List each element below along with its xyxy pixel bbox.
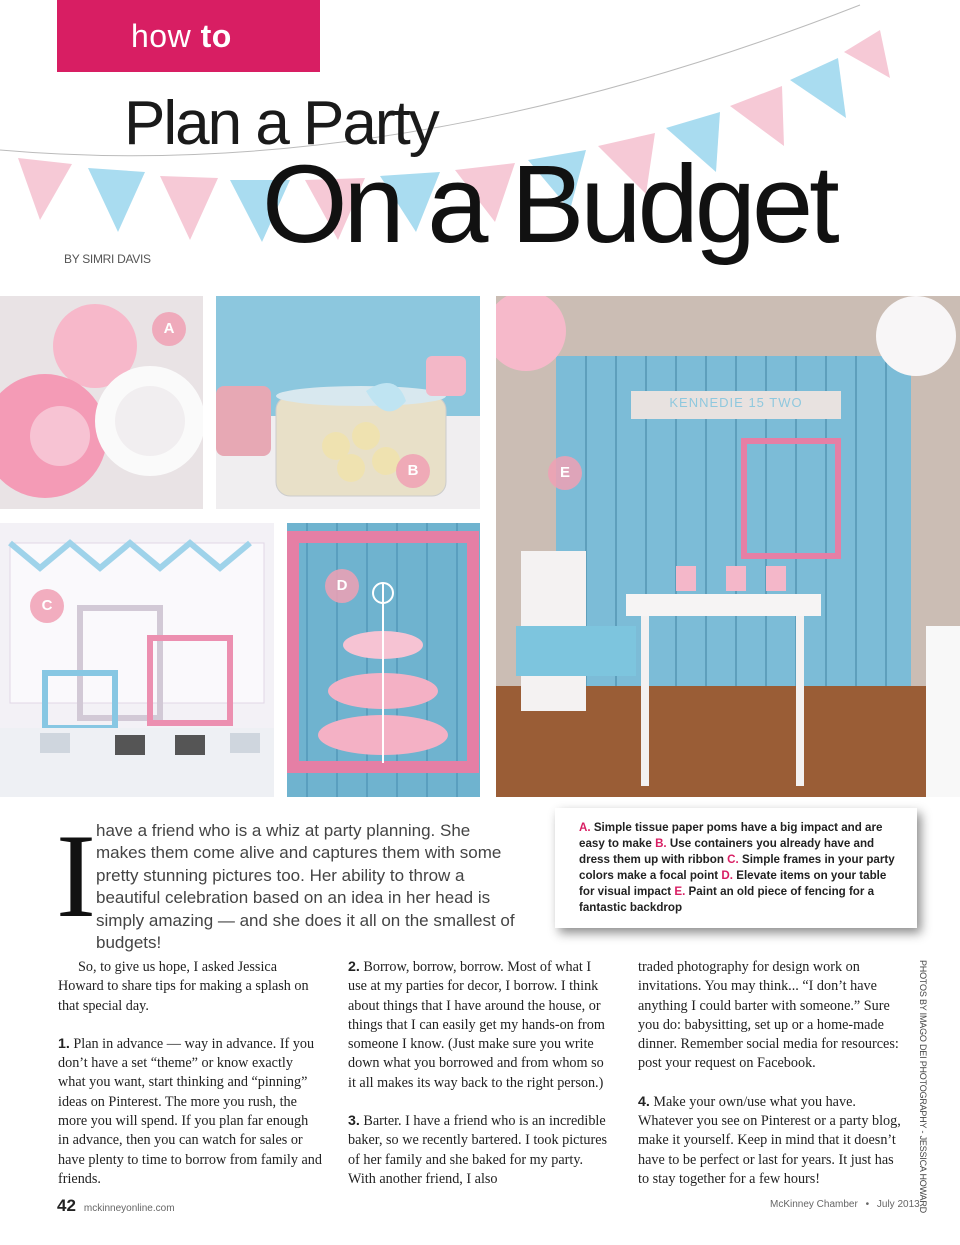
column-1 (58, 958, 322, 1208)
caption-letter-a: A. (579, 821, 591, 834)
footer-right (770, 1199, 920, 1210)
page-number: 42 (57, 1196, 76, 1215)
caption-d: Elevate items on your table for visual impact (579, 869, 887, 898)
drop-cap: I (56, 809, 96, 942)
column-2 (348, 958, 612, 1208)
footer-site: mckinneyonline.com (83, 1203, 175, 1214)
photo-c-badge: C (30, 589, 64, 623)
photo-credit (906, 960, 936, 1213)
photo-a-tissue-poms (0, 296, 203, 509)
fence-sign-text: KENNEDIE 15 TWO (669, 395, 803, 410)
footer-left (57, 1196, 175, 1216)
title-line-2: On a Budget (262, 143, 836, 266)
photo-b-jars (216, 296, 480, 509)
photo-e-badge: E (548, 456, 582, 490)
caption-a: Simple tissue paper poms have a big impact and are easy to make (579, 821, 883, 850)
how-to-tag (57, 0, 320, 72)
tip-number-1: 1. (58, 1035, 70, 1052)
tip-4-text: Make your own/use what you have. Whatever you see on Pinterest or a party blog, make it yourself. Keep in mind that it doesn’t have to be perfect or last for years. It just has to stay together for a few hours! (638, 1093, 901, 1187)
photo-caption-box (555, 808, 917, 928)
photo-credit-text: PHOTOS BY IMAGO DEI PHOTOGRAPHY - JESSICA HOWARD (918, 960, 928, 1213)
column-3 (638, 958, 902, 1208)
tag-text (131, 18, 232, 55)
byline: BY SIMRI DAVIS (64, 252, 151, 266)
tip-1-text: Plan in advance — way in advance. If you don’t have a set “theme” or know exactly what you want, start thinking and “pinning” ideas on Pinterest. The more you rush, the more you will spend. If you plan far enough in advance, then you can watch for sales or have plenty to time to borrow from family and friends. (58, 1035, 322, 1187)
footer-publication: McKinney Chamber (770, 1199, 858, 1210)
title-line-1: Plan a Party (124, 89, 438, 158)
tip-number-4: 4. (638, 1093, 650, 1110)
photo-e-fence (496, 296, 960, 797)
photo-d-badge: D (325, 569, 359, 603)
tip-number-3: 3. (348, 1113, 360, 1130)
col3-paragraph-2 (638, 1093, 902, 1189)
col1-paragraph-2 (58, 1035, 322, 1189)
photo-c-frames (0, 523, 274, 797)
tag-prefix: how (131, 18, 192, 54)
caption-letter-b: B. (655, 837, 667, 850)
tip-number-2: 2. (348, 959, 360, 975)
col1-paragraph-1: So, to give us hope, I asked Jessica Howard to share tips for making a splash on that special day. (58, 959, 309, 1014)
caption-letter-c: C. (727, 853, 739, 866)
caption-c: Simple frames in your party colors make a focal point (579, 853, 895, 882)
tip-2-text: Borrow, borrow, borrow. Most of what I use at my parties for decor, I borrow. I think about things that I have around the house, or things that I can easily get my hands-on from someone I know. (Just make sure you write down what you borrowed and from whom so it all makes its way back to the right person.) (348, 959, 605, 1091)
photo-a-badge: A (152, 312, 186, 346)
photo-b-badge: B (396, 454, 430, 488)
footer-separator: • (865, 1199, 870, 1210)
tip-3-text: Barter. I have a friend who is an incredible baker, so we recently bartered. I took pictures of her family and she baked for my party. With another friend, I also (348, 1113, 608, 1187)
caption-e: Paint an old piece of fencing for a fantastic backdrop (579, 885, 875, 914)
tag-bold: to (200, 18, 232, 54)
col2-paragraph-1 (348, 958, 612, 1093)
footer-issue: July 2013 (876, 1199, 920, 1210)
caption-b: Use containers you already have and dress them up with ribbon (579, 837, 875, 866)
col2-paragraph-2 (348, 1112, 612, 1189)
intro-paragraph: have a friend who is a whiz at party planning. She makes them come alive and captures them with some pretty stunning pictures too. Her ability to throw a beautiful celebration based on an idea in her head is simply amazing — and she does it all on the smallest of budgets! (96, 821, 515, 953)
caption-text (579, 820, 904, 916)
photo-d-cupcakes (287, 523, 480, 797)
caption-letter-e: E. (674, 885, 686, 898)
col3-paragraph-1: traded photography for design work on invitations. You may think... “I don’t have anything I could barter with someone.” Sure you do: babysitting, set up or a home-made dinner. Remember social media for resources: post your request on Facebook. (638, 959, 899, 1072)
caption-letter-d: D. (721, 869, 733, 882)
